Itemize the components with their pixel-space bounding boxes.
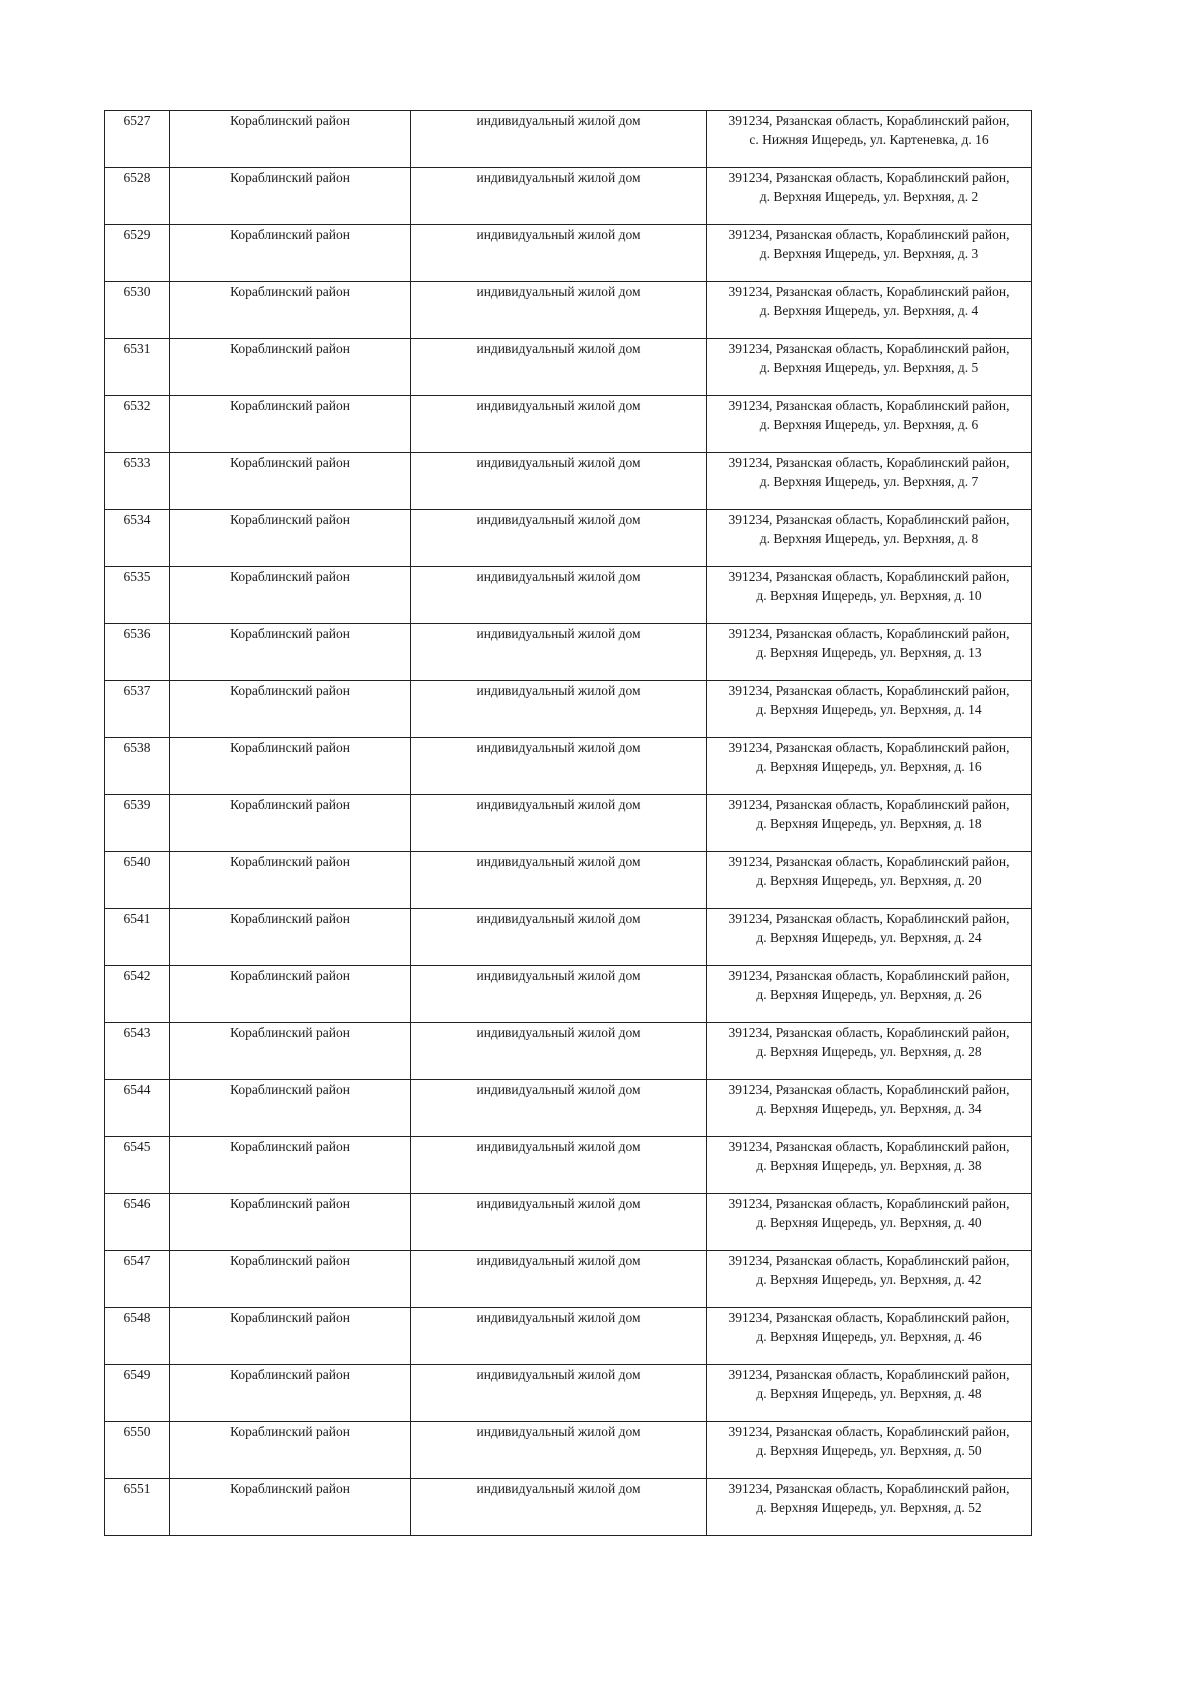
table-row <box>105 1422 1032 1479</box>
table-row <box>105 966 1032 1023</box>
district-name: Кораблинский район <box>230 911 350 926</box>
district-cell <box>170 1080 411 1137</box>
table-row <box>105 1137 1032 1194</box>
address-cell <box>707 168 1032 225</box>
object-type-cell <box>411 909 707 966</box>
object-type-cell <box>411 1308 707 1365</box>
district-cell <box>170 795 411 852</box>
row-number-cell <box>105 282 170 339</box>
table-row <box>105 1023 1032 1080</box>
address-line-1: 391234, Рязанская область, Кораблинский район, <box>728 797 1010 812</box>
row-number-cell <box>105 1422 170 1479</box>
row-number: 6546 <box>123 1196 151 1211</box>
district-name: Кораблинский район <box>230 341 350 356</box>
object-type: индивидуальный жилой дом <box>476 1310 641 1325</box>
row-number-cell <box>105 453 170 510</box>
row-number-cell <box>105 225 170 282</box>
object-type-cell <box>411 339 707 396</box>
object-type-cell <box>411 1137 707 1194</box>
district-name: Кораблинский район <box>230 1196 350 1211</box>
row-number-cell <box>105 567 170 624</box>
address-line-1: 391234, Рязанская область, Кораблинский район, <box>728 284 1010 299</box>
address-cell <box>707 111 1032 168</box>
district-cell <box>170 453 411 510</box>
object-type: индивидуальный жилой дом <box>476 1481 641 1496</box>
address-cell <box>707 1422 1032 1479</box>
table-row <box>105 852 1032 909</box>
address-line-1: 391234, Рязанская область, Кораблинский район, <box>728 1139 1010 1154</box>
object-type: индивидуальный жилой дом <box>476 1253 641 1268</box>
address-cell <box>707 1137 1032 1194</box>
table-row <box>105 1365 1032 1422</box>
object-type: индивидуальный жилой дом <box>476 968 641 983</box>
registry-table <box>104 110 1032 1536</box>
row-number: 6549 <box>123 1367 151 1382</box>
address-line-2: д. Верхняя Ищередь, ул. Верхняя, д. 5 <box>759 360 979 375</box>
object-type: индивидуальный жилой дом <box>476 398 641 413</box>
district-cell <box>170 966 411 1023</box>
address-line-1: 391234, Рязанская область, Кораблинский район, <box>728 1310 1010 1325</box>
row-number-cell <box>105 852 170 909</box>
district-name: Кораблинский район <box>230 854 350 869</box>
table-row <box>105 909 1032 966</box>
district-cell <box>170 909 411 966</box>
district-cell <box>170 567 411 624</box>
row-number: 6538 <box>123 740 151 755</box>
district-name: Кораблинский район <box>230 170 350 185</box>
row-number: 6548 <box>123 1310 151 1325</box>
object-type-cell <box>411 1251 707 1308</box>
row-number-cell <box>105 1365 170 1422</box>
row-number: 6530 <box>123 284 151 299</box>
object-type-cell <box>411 510 707 567</box>
object-type-cell <box>411 795 707 852</box>
address-cell <box>707 852 1032 909</box>
row-number-cell <box>105 1023 170 1080</box>
address-line-1: 391234, Рязанская область, Кораблинский район, <box>728 455 1010 470</box>
row-number: 6540 <box>123 854 151 869</box>
address-line-1: 391234, Рязанская область, Кораблинский район, <box>728 1196 1010 1211</box>
row-number-cell <box>105 966 170 1023</box>
object-type-cell <box>411 738 707 795</box>
row-number: 6547 <box>123 1253 151 1268</box>
district-name: Кораблинский район <box>230 1310 350 1325</box>
object-type-cell <box>411 1365 707 1422</box>
object-type: индивидуальный жилой дом <box>476 227 641 242</box>
district-name: Кораблинский район <box>230 113 350 128</box>
address-line-1: 391234, Рязанская область, Кораблинский район, <box>728 683 1010 698</box>
district-name: Кораблинский район <box>230 227 350 242</box>
address-line-1: 391234, Рязанская область, Кораблинский район, <box>728 113 1010 128</box>
district-name: Кораблинский район <box>230 455 350 470</box>
address-cell <box>707 738 1032 795</box>
row-number-cell <box>105 738 170 795</box>
address-cell <box>707 1365 1032 1422</box>
address-line-2: д. Верхняя Ищередь, ул. Верхняя, д. 8 <box>759 531 979 546</box>
address-line-2: д. Верхняя Ищередь, ул. Верхняя, д. 28 <box>756 1044 982 1059</box>
district-name: Кораблинский район <box>230 740 350 755</box>
address-line-1: 391234, Рязанская область, Кораблинский район, <box>728 170 1010 185</box>
address-line-1: 391234, Рязанская область, Кораблинский район, <box>728 854 1010 869</box>
district-name: Кораблинский район <box>230 797 350 812</box>
address-line-2: д. Верхняя Ищередь, ул. Верхняя, д. 4 <box>759 303 979 318</box>
address-line-1: 391234, Рязанская область, Кораблинский район, <box>728 1424 1010 1439</box>
table-row <box>105 567 1032 624</box>
district-cell <box>170 852 411 909</box>
object-type: индивидуальный жилой дом <box>476 797 641 812</box>
row-number: 6545 <box>123 1139 151 1154</box>
address-line-2: д. Верхняя Ищередь, ул. Верхняя, д. 18 <box>756 816 982 831</box>
row-number: 6544 <box>123 1082 151 1097</box>
table-row <box>105 339 1032 396</box>
district-name: Кораблинский район <box>230 626 350 641</box>
row-number-cell <box>105 339 170 396</box>
row-number-cell <box>105 681 170 738</box>
object-type-cell <box>411 966 707 1023</box>
district-name: Кораблинский район <box>230 398 350 413</box>
row-number: 6527 <box>123 113 151 128</box>
address-line-1: 391234, Рязанская область, Кораблинский район, <box>728 1082 1010 1097</box>
district-name: Кораблинский район <box>230 1025 350 1040</box>
table-row <box>105 1479 1032 1536</box>
row-number: 6551 <box>123 1481 151 1496</box>
row-number-cell <box>105 168 170 225</box>
district-cell <box>170 339 411 396</box>
address-line-1: 391234, Рязанская область, Кораблинский район, <box>728 1253 1010 1268</box>
district-cell <box>170 1308 411 1365</box>
row-number-cell <box>105 1137 170 1194</box>
object-type-cell <box>411 624 707 681</box>
table-row <box>105 453 1032 510</box>
row-number: 6529 <box>123 227 151 242</box>
address-line-2: д. Верхняя Ищередь, ул. Верхняя, д. 46 <box>756 1329 982 1344</box>
object-type: индивидуальный жилой дом <box>476 1025 641 1040</box>
district-name: Кораблинский район <box>230 284 350 299</box>
row-number-cell <box>105 1194 170 1251</box>
district-cell <box>170 1479 411 1536</box>
address-line-2: д. Верхняя Ищередь, ул. Верхняя, д. 7 <box>759 474 979 489</box>
row-number-cell <box>105 510 170 567</box>
table-row <box>105 168 1032 225</box>
address-cell <box>707 225 1032 282</box>
address-line-1: 391234, Рязанская область, Кораблинский район, <box>728 626 1010 641</box>
address-cell <box>707 453 1032 510</box>
row-number: 6542 <box>123 968 151 983</box>
table-row <box>105 795 1032 852</box>
address-line-1: 391234, Рязанская область, Кораблинский район, <box>728 968 1010 983</box>
table-row <box>105 225 1032 282</box>
address-line-2: д. Верхняя Ищередь, ул. Верхняя, д. 50 <box>756 1443 982 1458</box>
object-type: индивидуальный жилой дом <box>476 1196 641 1211</box>
address-line-2: д. Верхняя Ищередь, ул. Верхняя, д. 48 <box>756 1386 982 1401</box>
row-number: 6528 <box>123 170 151 185</box>
district-name: Кораблинский район <box>230 1367 350 1382</box>
district-name: Кораблинский район <box>230 1253 350 1268</box>
address-line-1: 391234, Рязанская область, Кораблинский район, <box>728 1367 1010 1382</box>
address-cell <box>707 510 1032 567</box>
address-line-1: 391234, Рязанская область, Кораблинский район, <box>728 227 1010 242</box>
address-line-2: д. Верхняя Ищередь, ул. Верхняя, д. 38 <box>756 1158 982 1173</box>
row-number-cell <box>105 1479 170 1536</box>
object-type: индивидуальный жилой дом <box>476 1082 641 1097</box>
address-cell <box>707 1251 1032 1308</box>
object-type-cell <box>411 1080 707 1137</box>
row-number-cell <box>105 396 170 453</box>
district-cell <box>170 168 411 225</box>
object-type: индивидуальный жилой дом <box>476 512 641 527</box>
row-number: 6543 <box>123 1025 151 1040</box>
row-number: 6539 <box>123 797 151 812</box>
row-number: 6534 <box>123 512 151 527</box>
address-line-1: 391234, Рязанская область, Кораблинский район, <box>728 1481 1010 1496</box>
row-number-cell <box>105 111 170 168</box>
object-type: индивидуальный жилой дом <box>476 1139 641 1154</box>
table-row <box>105 1080 1032 1137</box>
object-type-cell <box>411 567 707 624</box>
table-row <box>105 282 1032 339</box>
object-type: индивидуальный жилой дом <box>476 170 641 185</box>
object-type: индивидуальный жилой дом <box>476 911 641 926</box>
district-cell <box>170 510 411 567</box>
object-type-cell <box>411 168 707 225</box>
row-number-cell <box>105 909 170 966</box>
address-cell <box>707 567 1032 624</box>
row-number-cell <box>105 795 170 852</box>
address-cell <box>707 1479 1032 1536</box>
address-cell <box>707 681 1032 738</box>
row-number-cell <box>105 624 170 681</box>
table-row <box>105 738 1032 795</box>
object-type-cell <box>411 852 707 909</box>
address-line-1: 391234, Рязанская область, Кораблинский район, <box>728 740 1010 755</box>
table-row <box>105 111 1032 168</box>
address-cell <box>707 1194 1032 1251</box>
address-line-2: д. Верхняя Ищередь, ул. Верхняя, д. 52 <box>756 1500 982 1515</box>
address-cell <box>707 1080 1032 1137</box>
object-type: индивидуальный жилой дом <box>476 626 641 641</box>
object-type: индивидуальный жилой дом <box>476 113 641 128</box>
table-row <box>105 1308 1032 1365</box>
row-number: 6541 <box>123 911 151 926</box>
address-cell <box>707 396 1032 453</box>
address-line-1: 391234, Рязанская область, Кораблинский район, <box>728 911 1010 926</box>
address-line-1: 391234, Рязанская область, Кораблинский район, <box>728 341 1010 356</box>
table-row <box>105 681 1032 738</box>
district-name: Кораблинский район <box>230 1082 350 1097</box>
address-cell <box>707 339 1032 396</box>
object-type: индивидуальный жилой дом <box>476 455 641 470</box>
object-type-cell <box>411 1023 707 1080</box>
district-cell <box>170 1137 411 1194</box>
address-line-2: д. Верхняя Ищередь, ул. Верхняя, д. 3 <box>759 246 979 261</box>
object-type: индивидуальный жилой дом <box>476 683 641 698</box>
district-cell <box>170 111 411 168</box>
object-type: индивидуальный жилой дом <box>476 740 641 755</box>
district-cell <box>170 396 411 453</box>
table-row <box>105 396 1032 453</box>
address-cell <box>707 966 1032 1023</box>
address-line-2: д. Верхняя Ищередь, ул. Верхняя, д. 6 <box>759 417 979 432</box>
address-line-2: д. Верхняя Ищередь, ул. Верхняя, д. 40 <box>756 1215 982 1230</box>
object-type-cell <box>411 282 707 339</box>
address-line-2: д. Верхняя Ищередь, ул. Верхняя, д. 26 <box>756 987 982 1002</box>
row-number-cell <box>105 1251 170 1308</box>
row-number: 6531 <box>123 341 151 356</box>
district-name: Кораблинский район <box>230 1139 350 1154</box>
address-cell <box>707 795 1032 852</box>
address-cell <box>707 624 1032 681</box>
object-type-cell <box>411 453 707 510</box>
row-number: 6550 <box>123 1424 151 1439</box>
registry-table-body <box>105 111 1032 1536</box>
object-type: индивидуальный жилой дом <box>476 284 641 299</box>
address-cell <box>707 282 1032 339</box>
object-type-cell <box>411 1194 707 1251</box>
address-line-2: с. Нижняя Ищередь, ул. Картеневка, д. 16 <box>749 132 989 147</box>
object-type: индивидуальный жилой дом <box>476 341 641 356</box>
address-line-1: 391234, Рязанская область, Кораблинский район, <box>728 512 1010 527</box>
row-number-cell <box>105 1308 170 1365</box>
district-cell <box>170 681 411 738</box>
address-line-2: д. Верхняя Ищередь, ул. Верхняя, д. 2 <box>759 189 979 204</box>
address-cell <box>707 1308 1032 1365</box>
district-name: Кораблинский район <box>230 1424 350 1439</box>
district-cell <box>170 738 411 795</box>
row-number: 6537 <box>123 683 151 698</box>
object-type-cell <box>411 396 707 453</box>
district-cell <box>170 225 411 282</box>
object-type-cell <box>411 1479 707 1536</box>
district-cell <box>170 1365 411 1422</box>
district-cell <box>170 282 411 339</box>
object-type-cell <box>411 1422 707 1479</box>
address-line-2: д. Верхняя Ищередь, ул. Верхняя, д. 42 <box>756 1272 982 1287</box>
district-name: Кораблинский район <box>230 569 350 584</box>
row-number-cell <box>105 1080 170 1137</box>
address-line-1: 391234, Рязанская область, Кораблинский район, <box>728 398 1010 413</box>
table-row <box>105 624 1032 681</box>
address-line-2: д. Верхняя Ищередь, ул. Верхняя, д. 16 <box>756 759 982 774</box>
object-type: индивидуальный жилой дом <box>476 854 641 869</box>
table-row <box>105 1194 1032 1251</box>
address-line-2: д. Верхняя Ищередь, ул. Верхняя, д. 34 <box>756 1101 982 1116</box>
object-type-cell <box>411 111 707 168</box>
district-name: Кораблинский район <box>230 1481 350 1496</box>
object-type: индивидуальный жилой дом <box>476 1424 641 1439</box>
district-name: Кораблинский район <box>230 512 350 527</box>
district-name: Кораблинский район <box>230 683 350 698</box>
object-type: индивидуальный жилой дом <box>476 1367 641 1382</box>
address-line-2: д. Верхняя Ищередь, ул. Верхняя, д. 24 <box>756 930 982 945</box>
address-line-2: д. Верхняя Ищередь, ул. Верхняя, д. 10 <box>756 588 982 603</box>
table-row <box>105 510 1032 567</box>
table-row <box>105 1251 1032 1308</box>
row-number: 6532 <box>123 398 151 413</box>
address-line-2: д. Верхняя Ищередь, ул. Верхняя, д. 13 <box>756 645 982 660</box>
district-cell <box>170 1023 411 1080</box>
address-line-2: д. Верхняя Ищередь, ул. Верхняя, д. 14 <box>756 702 982 717</box>
row-number: 6535 <box>123 569 151 584</box>
address-line-1: 391234, Рязанская область, Кораблинский район, <box>728 569 1010 584</box>
address-line-2: д. Верхняя Ищередь, ул. Верхняя, д. 20 <box>756 873 982 888</box>
address-cell <box>707 1023 1032 1080</box>
address-line-1: 391234, Рязанская область, Кораблинский район, <box>728 1025 1010 1040</box>
object-type: индивидуальный жилой дом <box>476 569 641 584</box>
district-cell <box>170 624 411 681</box>
district-name: Кораблинский район <box>230 968 350 983</box>
district-cell <box>170 1422 411 1479</box>
address-cell <box>707 909 1032 966</box>
row-number: 6533 <box>123 455 151 470</box>
district-cell <box>170 1194 411 1251</box>
object-type-cell <box>411 681 707 738</box>
district-cell <box>170 1251 411 1308</box>
object-type-cell <box>411 225 707 282</box>
row-number: 6536 <box>123 626 151 641</box>
